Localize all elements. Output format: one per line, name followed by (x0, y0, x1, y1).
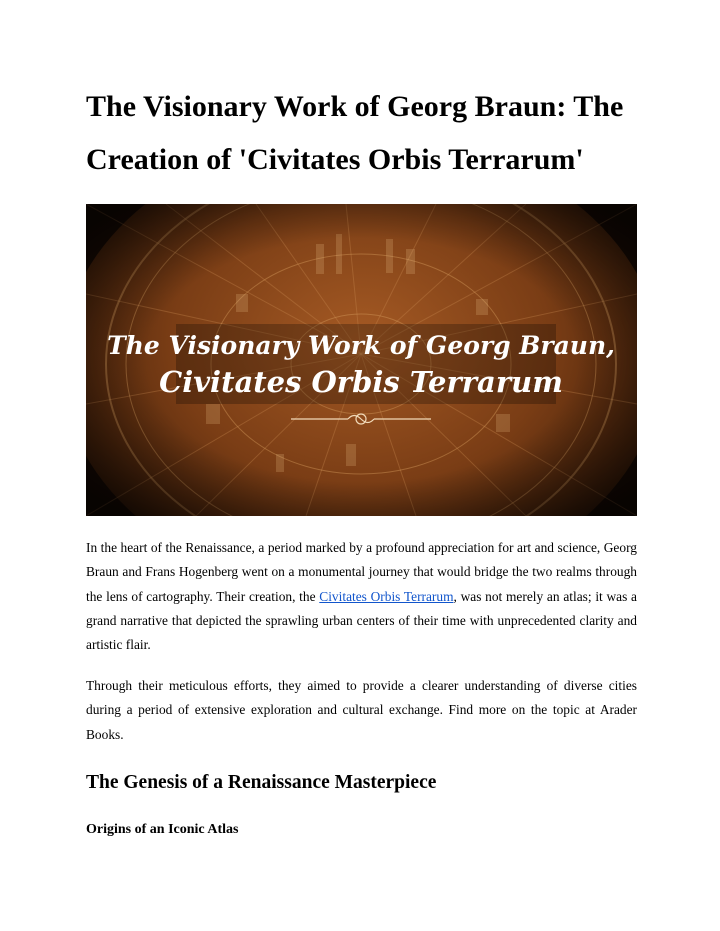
civitates-link[interactable]: Civitates Orbis Terrarum (319, 588, 454, 604)
title-line-1: The Visionary Work of Georg Braun: The (86, 90, 624, 123)
intro-paragraph (86, 536, 637, 657)
section-heading: The Genesis of a Renaissance Masterpiece (86, 772, 437, 793)
hero-caption-line-1: The Visionary Work of Georg Braun, (107, 331, 615, 360)
second-paragraph: Through their meticulous efforts, they aimed to provide a clearer understanding of diverse cities during a period of extensive exploration and cultural exchange. Find more on the topic at Arader Books. (86, 678, 637, 742)
subsection-heading: Origins of an Iconic Atlas (86, 822, 239, 837)
hero-image (86, 204, 637, 516)
page-title (86, 80, 637, 186)
hero-caption-line-2: Civitates Orbis Terrarum (159, 365, 563, 399)
intro-text-start: In the heart of the Renaissance, a period marked by a profound appreciation for art and science, Georg Braun and Frans Hogenberg went on a monumental journey that would bridge the two realms through the lens of cartography. Their creation, the (86, 540, 637, 604)
hero-map-artwork (86, 204, 637, 516)
intro-text-end: , was not merely an atlas; it was a grand narrative that depicted the sprawling urban centers of their time with unprecedented clarity and artistic flair. (86, 588, 638, 653)
title-line-2: Creation of 'Civitates Orbis Terrarum' (86, 143, 584, 176)
